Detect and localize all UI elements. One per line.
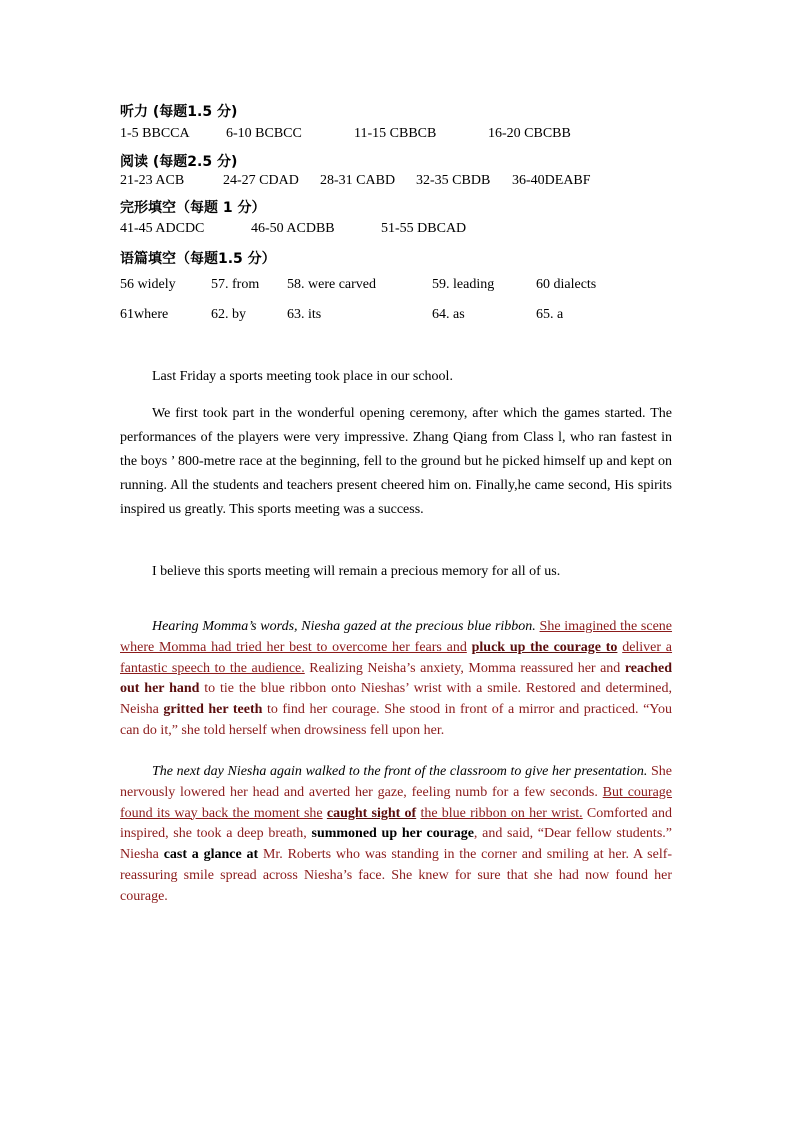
- story-p1-text-2: to tie the blue ribbon onto Nieshas’ wrist with a smile. Restored and determined, Neisha: [120, 681, 672, 718]
- cloze-answer-3: 51-55 DBCAD: [381, 221, 467, 236]
- reading-answer-1: 21-23 ACB: [120, 173, 185, 188]
- story-p2-text-3: , and said, “Dear fellow students.” Niesha: [120, 826, 672, 863]
- story-p2-underline-2: the blue ribbon on her wrist.: [420, 805, 583, 821]
- reading-title: 阅读 (每题2.5 分): [120, 154, 238, 170]
- grammar-title: 语篇填空（每题1.5 分）: [120, 251, 276, 267]
- listening-title: 听力 (每题1.5 分): [120, 104, 238, 120]
- grammar-answer-56: 56 widely: [120, 277, 176, 292]
- story-p1-text-3: to find her courage. She stood in front of a mirror and practiced. “You can do it,” she told herself when drowsiness fell upon her.: [120, 702, 672, 738]
- cloze-title: 完形填空（每题 1 分）: [120, 200, 266, 216]
- reading-answer-2: 24-27 CDAD: [223, 173, 299, 188]
- story-p1-text-1: Realizing Neisha’s anxiety, Momma reassured her and: [309, 660, 621, 676]
- cloze-answer-2: 46-50 ACDBB: [251, 221, 335, 236]
- grammar-answer-60: 60 dialects: [536, 277, 597, 292]
- listening-answer-3: 11-15 CBBCB: [354, 126, 437, 141]
- story-p2-text-4: Mr. Roberts who was standing in the corner and smiling at her. A self-reassuring smile spread across Niesha’s face. She knew for sure that she had now found her courage.: [120, 847, 673, 904]
- grammar-answer-59: 59. leading: [432, 277, 495, 292]
- story-p1-phrase-2: reached out her hand: [120, 660, 672, 697]
- story-p2-phrase-2: summoned up her courage: [311, 826, 474, 842]
- story-paragraph-2: [120, 762, 672, 908]
- story-p2-underline-1: But courage found its way back the moment she: [120, 784, 673, 821]
- story-p2-phrase-3: cast a glance at: [163, 847, 259, 863]
- story-p1-underline-2: deliver a fantastic speech to the audience.: [120, 639, 673, 676]
- listening-answer-4: 16-20 CBCBB: [488, 126, 571, 141]
- story-p1-phrase-1: pluck up the courage to: [471, 639, 618, 655]
- story-p2-phrase-1: caught sight of: [326, 805, 417, 821]
- grammar-answer-63: 63. its: [287, 307, 322, 322]
- grammar-answer-64: 64. as: [432, 307, 465, 322]
- story-p1-underline-1: She imagined the scene where Momma had tried her best to overcome her fears and: [120, 619, 673, 655]
- story-p2-text-2: Comforted and inspired, she took a deep breath,: [120, 805, 673, 842]
- listening-answer-2: 6-10 BCBCC: [226, 126, 302, 141]
- listening-answer-1: 1-5 BBCCA: [120, 126, 190, 141]
- grammar-answer-61: 61where: [120, 307, 169, 322]
- cloze-answer-1: 41-45 ADCDC: [120, 221, 205, 236]
- reading-answer-5: 36-40DEABF: [512, 173, 591, 188]
- grammar-answer-58: 58. were carved: [287, 277, 377, 292]
- story-p2-lead: The next day Niesha again walked to the front of the classroom to give her presentation.: [152, 764, 648, 779]
- reading-answer-4: 32-35 CBDB: [416, 173, 491, 188]
- grammar-answer-57: 57. from: [211, 277, 260, 292]
- story-p2-text-1: She nervously lowered her head and averted her gaze, feeling numb for a few seconds.: [120, 764, 672, 800]
- grammar-answer-62: 62. by: [211, 307, 246, 322]
- essay-paragraph-3: I believe this sports meeting will remain a precious memory for all of us.: [152, 564, 561, 579]
- essay-paragraph-2: We first took part in the wonderful opening ceremony, after which the games started. The performances of the players were very impressive. Zhang Qiang from Class l, who ran fastest in the boys ’ 800-metre race at the beginning, fell to the ground but he picked himself up and kept on running. All the students and teachers present cheered him on. Finally,he came second, His spirits inspired us greatly. This sports meeting was a success.: [120, 406, 672, 517]
- grammar-answer-65: 65. a: [536, 307, 564, 322]
- story-p1-lead: Hearing Momma’s words, Niesha gazed at the precious blue ribbon.: [152, 619, 536, 634]
- story-paragraph-1: [120, 617, 672, 742]
- essay-paragraph-1: Last Friday a sports meeting took place in our school.: [152, 369, 453, 384]
- reading-answer-3: 28-31 CABD: [320, 173, 396, 188]
- story-p1-phrase-3: gritted her teeth: [163, 702, 263, 718]
